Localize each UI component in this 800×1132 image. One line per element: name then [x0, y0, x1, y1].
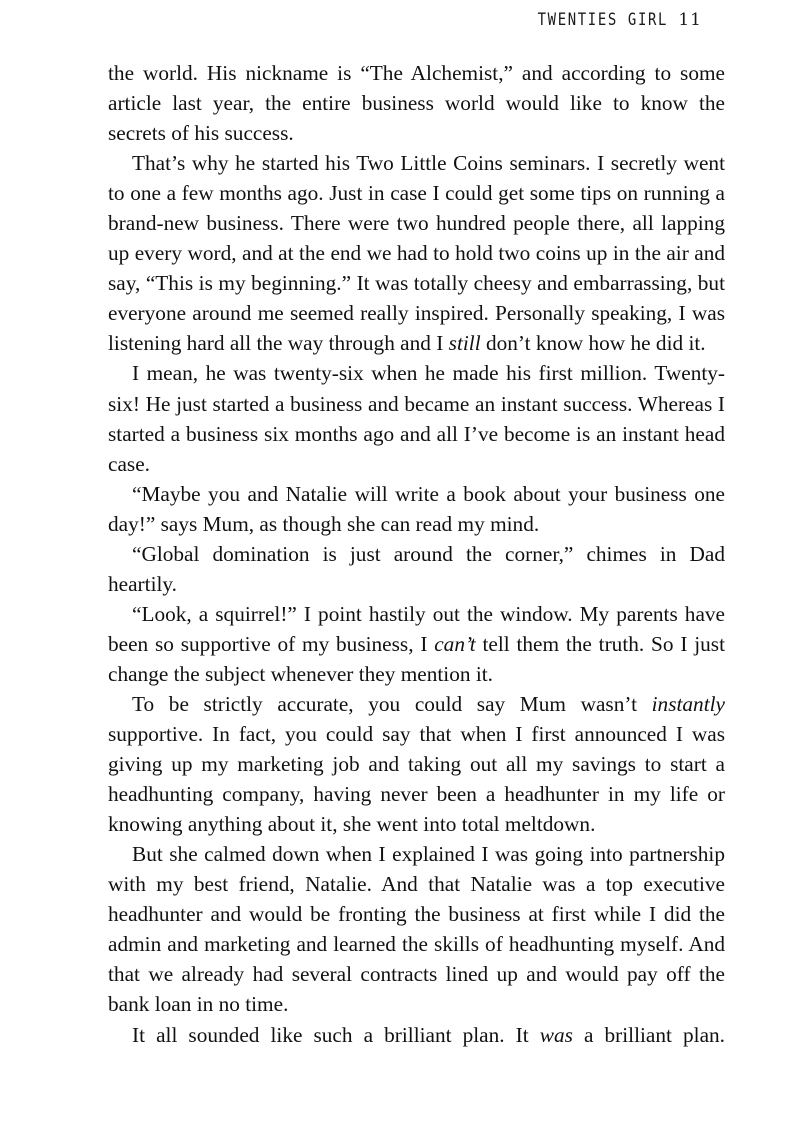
paragraph-text: It all sounded like such a brilliant plan. It — [132, 1022, 540, 1047]
paragraph-text: don’t know how he did it. — [480, 331, 706, 356]
paragraph-text: “Look, a squirrel!” I point hastily out the window. My parents have been so supportive of my business, I — [108, 601, 725, 656]
paragraph-text: supportive. In fact, you could say that when I first announced I was giving up my marketing job and taking out all my savings to start a headhunting company, having never been a headhunter in my life or knowing anything about it, she went into total meltdown. — [108, 722, 725, 837]
emphasis-text: still — [448, 331, 481, 356]
paragraph — [108, 839, 725, 1019]
running-head — [509, 10, 702, 30]
paragraph — [108, 58, 725, 148]
emphasis-text: instantly — [651, 691, 725, 716]
paragraph-text: That’s why he started his Two Little Coins seminars. I secretly went to one a few months ago. Just in case I could get some tips on running a brand-new business. There were two hundred people there, all lapping up every word, and at the end we had to hold two coins up in the air and say, “This is my beginning.” It was totally cheesy and embarrassing, but everyone around me seemed really inspired. Personally speaking, I was listening hard all the way through and I — [108, 151, 725, 356]
paragraph-text: a brilliant plan. — [572, 1022, 726, 1047]
paragraph — [108, 479, 725, 539]
emphasis-text: was — [539, 1022, 573, 1047]
paragraph-text: But she calmed down when I explained I was going into partnership with my best friend, Natalie. And that Natalie was a top executive headhunter and would be fronting the business at first while I did the admin and marketing and learned the skills of headhunting myself. And that we already had several contracts lined up and would pay off the bank loan in no time. — [108, 842, 725, 1017]
body-text — [108, 58, 725, 1050]
paragraph-text: tell them the truth. So I just change the subject whenever they mention it. — [108, 631, 725, 686]
paragraph-text: “Maybe you and Natalie will write a book about your business one day!” says Mum, as though she can read my mind. — [108, 481, 725, 536]
paragraph — [108, 599, 725, 689]
paragraph-text: “Global domination is just around the corner,” chimes in Dad heartily. — [108, 541, 725, 596]
paragraph-text: To be strictly accurate, you could say Mum wasn’t — [132, 691, 652, 716]
paragraph — [108, 539, 725, 599]
paragraph — [108, 1020, 725, 1050]
paragraph-text: I mean, he was twenty-six when he made his first million. Twenty-six! He just started a business and became an instant success. Whereas I started a business six months ago and all I’ve become is an instant head case. — [108, 361, 725, 476]
page-number: 11 — [678, 10, 702, 30]
paragraph — [108, 358, 725, 478]
paragraph — [108, 148, 725, 358]
emphasis-text: can’t — [434, 631, 476, 656]
book-title: TWENTIES GIRL — [537, 10, 669, 30]
paragraph-text: the world. His nickname is “The Alchemist,” and according to some article last year, the entire business world would like to know the secrets of his success. — [108, 61, 725, 146]
paragraph — [108, 689, 725, 839]
